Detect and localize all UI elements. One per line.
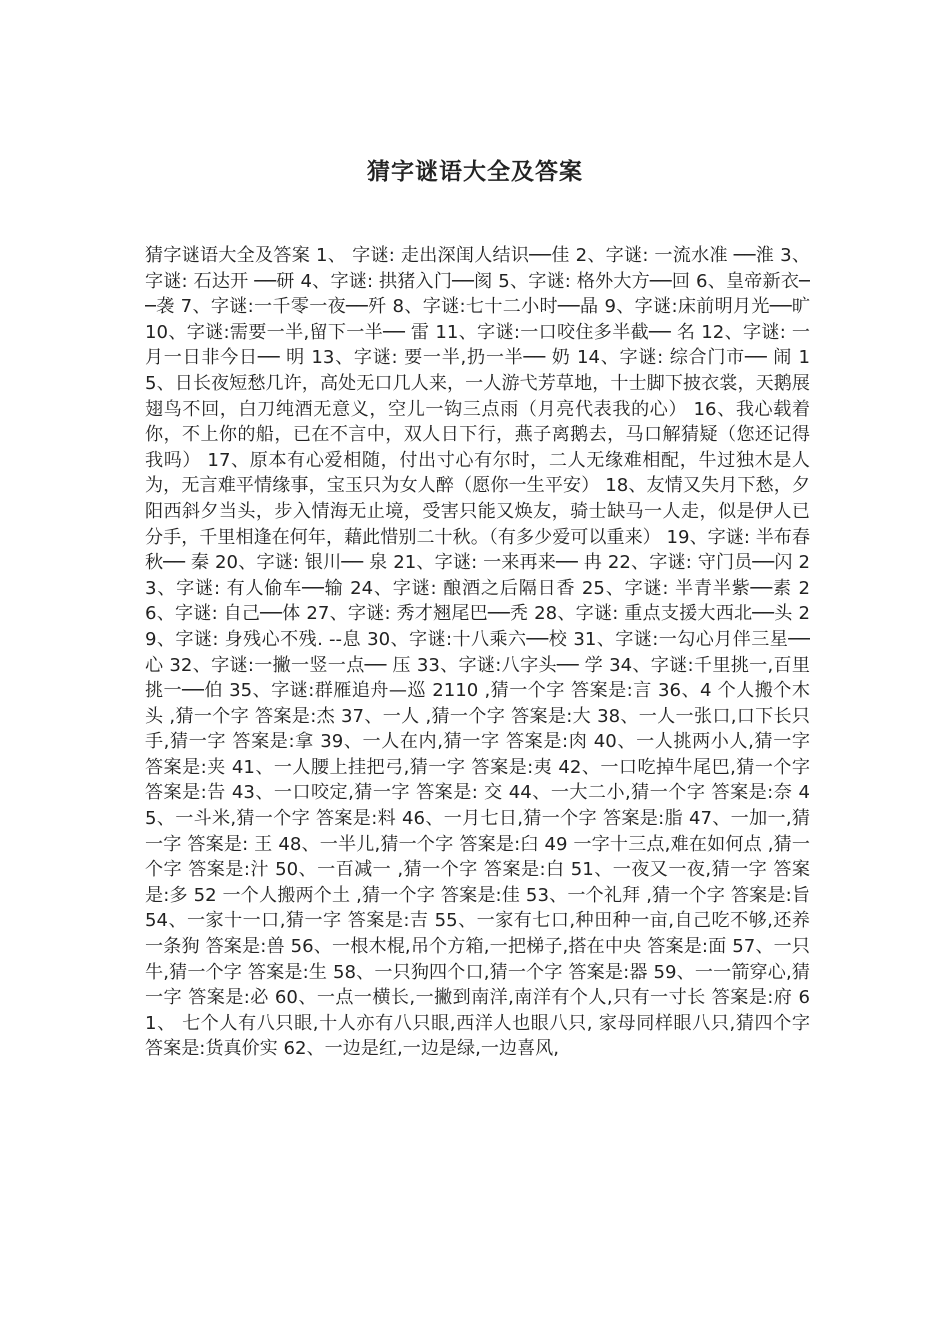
body-paragraph: 猜字谜语大全及答案 1、 字谜: 走出深闺人结识──佳 2、字谜: 一流水准 ──淮 3、字谜: 石达开 ──研 4、字谜: 拱猪入门──阂 5、字谜: 格外大方──回 6、皇帝新衣──袭 7、字谜:一千零一夜──歼 8、字谜:七十二小时──晶 9、字谜:床前明月光──旷 10、字谜:需要一半,留下一半── 雷 11、字谜:一口咬住多半截── 名 12、字谜: 一月一日非今日── 明 13、字谜: 要一半,扔一半── 奶 14、字谜: 综合门市── 闹 15、日长夜短愁几许，高处无口几人来，一人游弋芳草地，十士脚下披衣裳，天鹅展翅鸟不回，白刀纯酒无意义，空儿一钩三点雨（月亮代表我的心） 16、我心载着你，不上你的船，已在不言中，双人日下行，燕子离鹅去，马口解猜疑（您还记得我吗） 17、原本有心爱相随，付出寸心有尔时，二人无缘难相配，牛过独木是人为，无言难平情缘事，宝玉只为女人醉（愿你一生平安） 18、友情又失月下愁，夕阳西斜夕当头，步入情海无止境，受害只能又焕友，骑士缺马一人走，似是伊人已分手，千里相逢在何年，藉此惜别二十秋。（有多少爱可以重来） 19、字谜: 半布春秋── 秦 20、字谜: 银川── 泉 21、字谜: 一来再来── 冉 22、字谜: 守门员──闪 23、字谜: 有人偷车──输 24、字谜: 酿酒之后隔日香 25、字谜: 半青半紫──素 26、字谜: 自己──体 27、字谜: 秀才翘尾巴──秃 28、字谜: 重点支援大西北──头 29、字谜: 身残心不残. --息 30、字谜:十八乘六──校 31、字谜:一勾心月伴三星── 心 32、字谜:一撇一竖一点── 压 33、字谜:八字头── 学 34、字谜:千里挑一,百里挑一──伯 35、字谜:群雁追舟—巡 2110 ,猜一个字 答案是:言 36、4 个人搬个木头 ,猜一个字 答案是:杰 37、一人 ,猜一个字 答案是:大 38、一人一张口,口下长只手,猜一字 答案是:拿 39、一人在内,猜一字 答案是:肉 40、一人挑两小人,猜一字 答案是:夹 41、一人腰上挂把弓,猜一字 答案是:夷 42、一口吃掉牛尾巴,猜一个字 答案是:告 43、一口咬定,猜一字 答案是: 交 44、一大二小,猜一个字 答案是:奈 45、一斗米,猜一个字 答案是:料 46、一月七日,猜一个字 答案是:脂 47、一加一,猜一字 答案是: 王 48、一半儿,猜一个字 答案是:臼 49 一字十三点,难在如何点 ,猜一个字 答案是:汁 50、一百减一 ,猜一个字 答案是:白 51、一夜又一夜,猜一字 答案是:多 52 一个人搬两个土 ,猜一个字 答案是:佳 53、一个礼拜 ,猜一个字 答案是:旨 54、一家十一口,猜一字 答案是:吉 55、一家有七口,种田种一亩,自己吃不够,还养一条狗 答案是:兽 56、一根木棍,吊个方箱,一把梯子,搭在中央 答案是:面 57、一只牛,猜一个字 答案是:生 58、一只狗四个口,猜一个字 答案是:器 59、一一箭穿心,猜一字 答案是:必 60、一点一横长,一撇到南洋,南洋有个人,只有一寸长 答案是:府 61、 七个人有八只眼,十人亦有八只眼,西洋人也眼八只, 家母同样眼八只,猜四个字 答案是:货真价实 62、一边是红,一边是绿,一边喜风, <box>145 245 810 1060</box>
page-title: 猜字谜语大全及答案 <box>367 158 583 185</box>
